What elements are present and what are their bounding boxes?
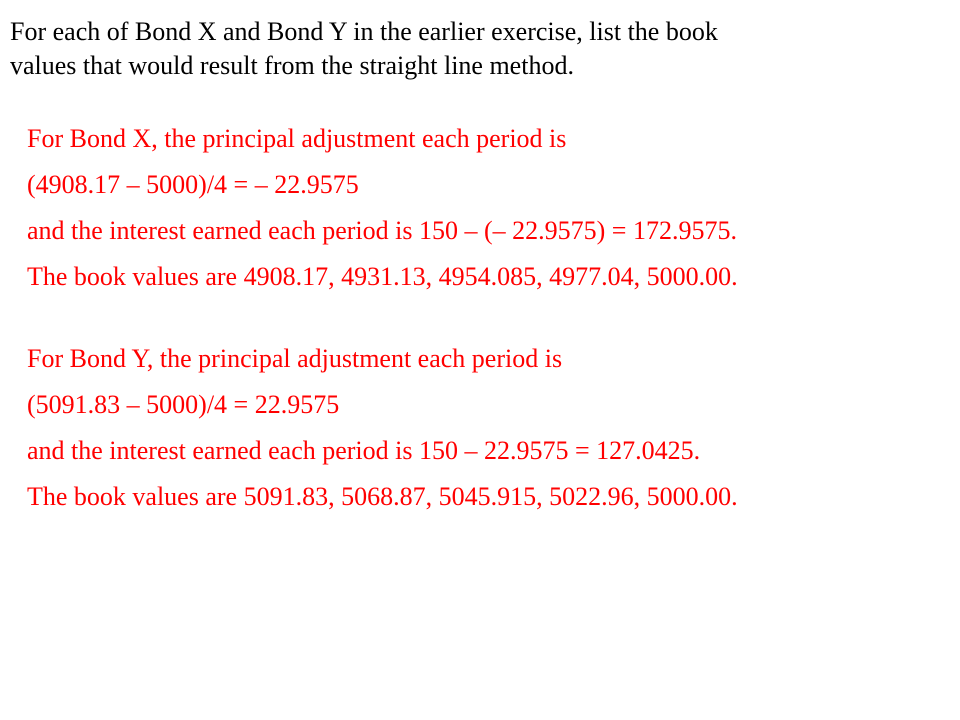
bond-x-principal-adjustment-label: For Bond X, the principal adjustment each period is	[27, 124, 567, 153]
bond-y-principal-adjustment-label: For Bond Y, the principal adjustment each period is	[27, 344, 563, 373]
question-line-1: For each of Bond X and Bond Y in the earlier exercise, list the book	[10, 17, 718, 46]
bond-x-solution	[27, 121, 952, 295]
bond-y-book-values: The book values are 5091.83, 5068.87, 5045.915, 5022.96, 5000.00.	[27, 482, 738, 511]
question-text	[10, 15, 950, 83]
bond-y-solution	[27, 341, 952, 515]
bond-y-principal-adjustment-formula: (5091.83 – 5000)/4 = 22.9575	[27, 390, 340, 419]
bond-y-interest-earned: and the interest earned each period is 150 – 22.9575 = 127.0425.	[27, 436, 701, 465]
bond-x-interest-earned: and the interest earned each period is 150 – (– 22.9575) = 172.9575.	[27, 216, 737, 245]
question-line-2: values that would result from the straight line method.	[10, 51, 574, 80]
bond-x-principal-adjustment-formula: (4908.17 – 5000)/4 = – 22.9575	[27, 170, 359, 199]
bond-x-book-values: The book values are 4908.17, 4931.13, 4954.085, 4977.04, 5000.00.	[27, 262, 738, 291]
